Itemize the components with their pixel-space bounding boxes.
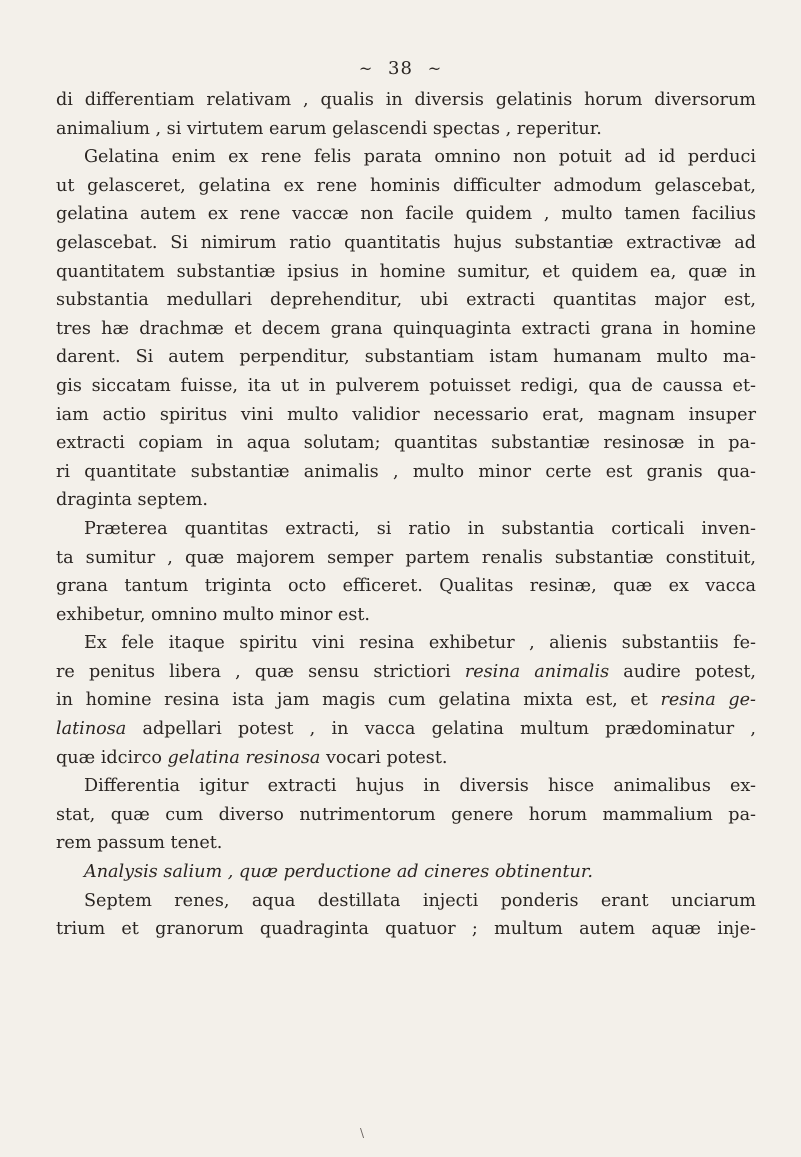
page-header	[0, 58, 801, 79]
text-line	[56, 715, 756, 744]
text-line	[56, 801, 756, 830]
text-segment: darent. Si autem perpenditur, substantiam istam humanam multo ma-	[56, 347, 756, 368]
text-line	[56, 343, 756, 372]
text-line	[56, 172, 756, 201]
text-line	[56, 544, 756, 573]
stray-mark: \	[360, 1126, 365, 1140]
text-line	[56, 429, 756, 458]
italic-phrase: Analysis salium , quæ perductione ad cineres obtinentur.	[84, 862, 593, 883]
text-line	[56, 629, 756, 658]
text-segment: iam actio spiritus vini multo validior necessario erat, magnam insuper	[56, 404, 756, 425]
text-line	[56, 515, 756, 544]
text-line	[56, 86, 756, 115]
italic-phrase: resina animalis	[464, 661, 610, 682]
text-segment: ut gelasceret, gelatina ex rene hominis difficulter admodum gelascebat,	[56, 175, 756, 196]
text-segment: exhibetur, omnino multo minor est.	[56, 604, 371, 625]
text-line	[56, 658, 756, 687]
text-line	[56, 572, 756, 601]
text-segment: quæ idcirco	[56, 747, 168, 768]
body-text	[56, 86, 756, 944]
text-line	[56, 887, 756, 916]
text-line	[56, 143, 756, 172]
text-line	[56, 829, 756, 858]
text-segment: substantia medullari deprehenditur, ubi extracti quantitas major est,	[56, 290, 756, 311]
text-line	[56, 286, 756, 315]
text-segment: audire potest,	[609, 661, 756, 682]
text-segment: Septem renes, aqua destillata injecti ponderis erant unciarum	[84, 890, 756, 911]
text-segment: Ex fele itaque spiritu vini resina exhibetur , alienis substantiis fe-	[84, 633, 756, 654]
text-segment: tres hæ drachmæ et decem grana quinquaginta extracti grana in homine	[56, 318, 756, 339]
header-ornament-right: ~	[427, 59, 443, 78]
text-segment: trium et granorum quadraginta quatuor ; multum autem aquæ inje-	[56, 919, 756, 940]
header-ornament-left: ~	[358, 59, 374, 78]
text-segment: adpellari potest , in vacca gelatina multum prædominatur ,	[126, 719, 756, 740]
text-segment: Gelatina enim ex rene felis parata omnino non potuit ad id perduci	[84, 147, 756, 168]
text-line	[56, 401, 756, 430]
text-segment: animalium , si virtutem earum gelascendi spectas , reperitur.	[56, 118, 602, 139]
text-line	[56, 858, 756, 887]
text-line	[56, 458, 756, 487]
text-line	[56, 372, 756, 401]
text-line	[56, 486, 756, 515]
italic-phrase: gelatina resinosa	[167, 747, 321, 768]
text-segment: ri quantitate substantiæ animalis , multo minor certe est granis qua-	[56, 461, 756, 482]
text-segment: gelascebat. Si nimirum ratio quantitatis hujus substantiæ extractivæ ad	[56, 232, 756, 253]
text-segment: ta sumitur , quæ majorem semper partem renalis substantiæ constituit,	[56, 547, 756, 568]
text-segment: re penitus libera , quæ sensu strictiori	[56, 661, 465, 682]
text-segment: Præterea quantitas extracti, si ratio in substantia corticali inven-	[84, 518, 756, 539]
text-line	[56, 686, 756, 715]
text-line	[56, 315, 756, 344]
text-line	[56, 915, 756, 944]
text-segment: quantitatem substantiæ ipsius in homine sumitur, et quidem ea, quæ in	[56, 261, 756, 282]
text-line	[56, 258, 756, 287]
page-number: 38	[388, 58, 413, 79]
italic-phrase: latinosa	[56, 719, 127, 740]
text-line	[56, 772, 756, 801]
text-line	[56, 115, 756, 144]
text-segment: gis siccatam fuisse, ita ut in pulverem potuisset redigi, qua de caussa et-	[56, 375, 756, 396]
text-line	[56, 229, 756, 258]
italic-phrase: resina ge-	[660, 690, 756, 711]
text-segment: gelatina autem ex rene vaccæ non facile quidem , multo tamen facilius	[56, 204, 756, 225]
text-line	[56, 744, 756, 773]
text-segment: stat, quæ cum diverso nutrimentorum genere horum mammalium pa-	[56, 804, 756, 825]
text-segment: grana tantum triginta octo efficeret. Qualitas resinæ, quæ ex vacca	[56, 576, 756, 597]
text-segment: in homine resina ista jam magis cum gelatina mixta est, et	[56, 690, 661, 711]
text-segment: extracti copiam in aqua solutam; quantitas substantiæ resinosæ in pa-	[56, 433, 756, 454]
text-segment: rem passum tenet.	[56, 833, 223, 854]
text-line	[56, 200, 756, 229]
text-segment: vocari potest.	[320, 747, 448, 768]
text-segment: Differentia igitur extracti hujus in diversis hisce animalibus ex-	[84, 776, 756, 797]
text-segment: draginta septem.	[56, 490, 208, 511]
text-segment: di differentiam relativam , qualis in diversis gelatinis horum diversorum	[56, 90, 756, 110]
text-line	[56, 601, 756, 630]
